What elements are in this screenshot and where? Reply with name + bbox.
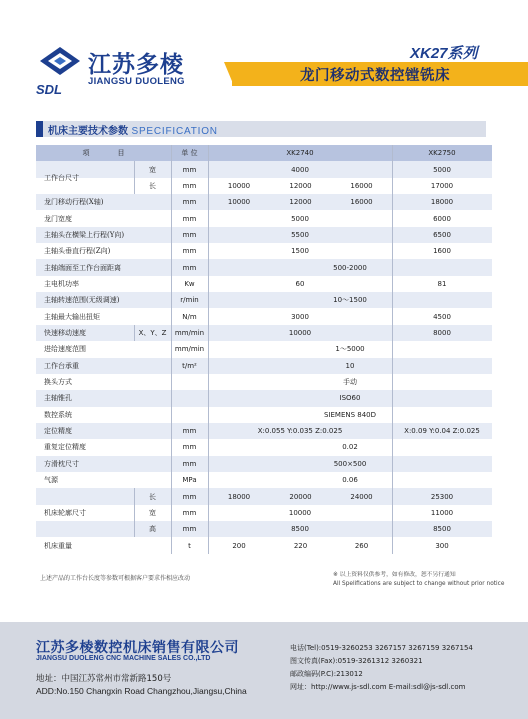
row-value-m2: 8500 [433,525,451,534]
logo-text: SDL [36,82,62,97]
row-label: 数控系统 [44,410,72,419]
spec-title [48,122,218,137]
contact-web: 网址：http://www.js-sdl.com E-mail:sdl@js-sdl.com [290,683,466,691]
row-unit: N/m [182,312,197,321]
row-unit: t [188,541,191,550]
row-label: 主轴头垂直行程(Z向) [44,247,111,256]
contact-postcode: 邮政编码(P.C):213012 [290,670,363,678]
row-value-all: 10～1500 [333,296,367,305]
row-sub-label: X、Y、Z [138,329,167,338]
sub-column-divider [134,178,135,194]
row-label: 工作台承重 [44,361,79,370]
row-value-m2: X:0.09 Y:0.04 Z:0.025 [404,427,480,436]
contact-fax: 图文传真(Fax):0519-3261312 3260321 [290,657,423,665]
header-model-1: XK2740 [286,149,314,158]
address-en: ADD:No.150 Changxin Road Changzhou,Jiangsu,China [36,686,247,696]
header-item: 项 目 [82,149,125,158]
sub-column-divider [134,488,135,504]
row-value-m2: 8000 [433,329,451,338]
row-label: 定位精度 [44,427,72,436]
note-right [333,571,504,589]
row-label: 换头方式 [44,378,72,387]
row-value-m1: 10000 [288,329,312,338]
row-unit: mm [182,230,197,239]
row-value-m1: 8500 [291,525,309,534]
row-value-m1a: 10000 [227,181,251,190]
column-divider [208,145,209,554]
row-value-m1a: 18000 [227,492,251,501]
note-right-en: All Spelifications are subject to change without prior notice [333,581,505,587]
row-unit: mm [182,247,197,256]
row-value-m2: 6000 [433,214,451,223]
row-value-m1: 4000 [291,165,309,174]
note-right-cn: ※ 以上资料仅供参考，如有修改，恕不另行通知 [333,572,456,578]
row-unit [171,374,208,390]
row-sub-label: 高 [149,525,156,534]
row-unit: mm [182,508,197,517]
row-sub-label: 长 [149,492,156,501]
row-sub-label: 宽 [149,165,156,174]
sub-column-divider [134,161,135,177]
row-value-all: 1～5000 [335,345,365,354]
row-unit: mm [182,443,197,452]
row-value-m1a: 10000 [227,198,251,207]
row-value-m1: 10000 [288,508,312,517]
row-value-m1: 5500 [291,230,309,239]
row-value-m2: 25300 [430,492,454,501]
row-value-m2: 5000 [433,165,451,174]
row-unit: mm [182,263,197,272]
row-label: 主电机功率 [44,279,79,288]
row-value-all: SIEMENS 840D [323,410,377,419]
page-title: 龙门移动式数控镗铣床 [300,68,450,84]
row-unit: mm [182,181,197,190]
company-name-en: JIANGSU DUOLENG CNC MACHINE SALES CO.,LTD [36,655,211,662]
row-value-m2: 1600 [433,247,451,256]
row-value-m1c: 16000 [350,198,373,207]
row-value-m1: 1500 [291,247,309,256]
row-unit: Kw [184,279,195,288]
row-value-all: 0.06 [342,476,358,485]
row-unit: mm [182,459,197,468]
row-value-m2: 300 [435,541,449,550]
row-value-m1b: 220 [293,541,308,550]
row-label: 主轴最大输出扭矩 [44,312,100,321]
address-cn: 地址：中国江苏常州市常新路150号 [36,674,172,684]
row-value-m1a: 200 [232,541,246,550]
row-unit: mm/min [174,329,205,338]
spec-title-cn: 机床主要技术参数 [48,126,128,137]
row-value-m2: 6500 [433,230,451,239]
sub-column-divider [134,505,135,521]
row-value-m1b: 20000 [289,492,312,501]
row-value-m2: 4500 [433,312,451,321]
row-value-all: 手动 [343,378,357,387]
row-value-m1: 5000 [291,214,309,223]
row-value-m2: 81 [437,279,447,288]
row-sub-label: 长 [149,181,156,190]
row-unit: mm [182,492,197,501]
row-value-m1: X:0.055 Y:0.035 Z:0.025 [257,427,343,436]
row-unit: mm [182,198,197,207]
row-value-m1: 60 [295,279,305,288]
brand-name-cn: 江苏多棱 [88,52,184,78]
sub-column-divider [134,521,135,537]
spec-bar-mark [36,121,43,137]
brand-name-en: JIANGSU DUOLENG [88,76,185,87]
row-value-m2: 18000 [430,198,454,207]
row-value-all: 500×500 [333,459,367,468]
row-unit: t/m² [182,361,197,370]
sub-column-divider [134,325,135,341]
contact-tel: 电话(Tel):0519-3260253 3267157 3267159 3267154 [290,644,473,652]
row-label: 重复定位精度 [44,443,86,452]
row-unit: MPa [182,476,197,485]
row-unit: r/min [180,296,199,305]
row-unit: mm/min [174,345,205,354]
row-value-m1: 3000 [291,312,309,321]
row-label: 工作台尺寸 [44,173,79,182]
row-value-all: 10 [345,361,355,370]
row-sub-label: 宽 [149,508,156,517]
series-label: XK27系列 [410,45,478,62]
row-unit [171,390,208,406]
row-label: 主轴锥孔 [44,394,72,403]
row-value-m1b: 12000 [289,181,312,190]
row-label: 龙门移动行程(X轴) [44,198,104,207]
row-value-m2: 11000 [430,508,454,517]
row-unit: mm [182,165,197,174]
spec-table [36,145,492,554]
row-label: 进给速度范围 [44,345,86,354]
row-value-m1c: 16000 [350,181,373,190]
row-value-m1b: 12000 [289,198,312,207]
row-value-m1c: 260 [354,541,369,550]
row-label: 主轴端面至工作台面距离 [44,263,121,272]
row-label: 机床重量 [44,541,72,550]
header-model-2: XK2750 [428,149,456,158]
note-left: 上述产品的工作台长度等参数可根据客户要求作相应改动 [40,575,191,582]
row-label: 方滑枕尺寸 [44,459,79,468]
row-unit [171,407,208,423]
row-label: 快速移动速度 [44,329,86,338]
row-label: 主轴头在横梁上行程(Y向) [44,230,125,239]
row-value-all: 500-2000 [333,263,367,272]
row-unit: mm [182,427,197,436]
row-value-m1c: 24000 [350,492,373,501]
company-name-cn: 江苏多棱数控机床销售有限公司 [36,640,239,656]
row-value-m2: 17000 [430,181,454,190]
row-unit: mm [182,214,197,223]
row-label: 气源 [44,476,58,485]
column-divider [392,145,393,554]
row-label: 主轴转速范围(无级调速) [44,296,120,305]
header-unit: 单 位 [181,149,198,158]
row-label: 机床轮廓尺寸 [44,508,86,517]
row-unit: mm [182,525,197,534]
row-value-all: 0.02 [342,443,358,452]
column-divider [171,145,172,554]
row-value-all: ISO60 [339,394,361,403]
row-label: 龙门宽度 [44,214,72,223]
sdl-logo-icon [36,45,84,85]
spec-title-en: SPECIFICATION [131,126,218,137]
